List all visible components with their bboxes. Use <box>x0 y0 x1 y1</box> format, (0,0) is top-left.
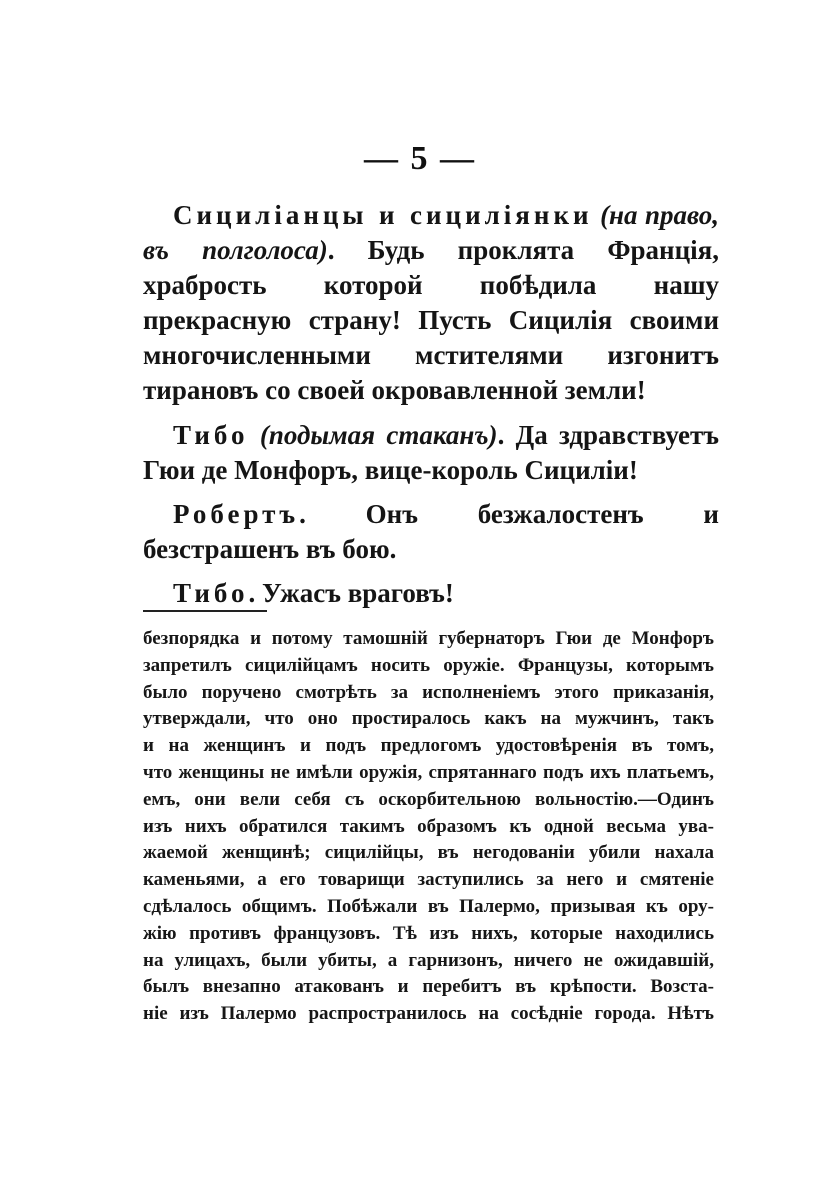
dialogue-text: . Ужасъ враговъ! <box>248 578 454 608</box>
speaker-name: Сициліанцы и сициліянки <box>173 200 593 230</box>
footnote-line: запретилъ сицилійцамъ носить оружіе. Французы, которымъ <box>143 654 714 676</box>
paragraph-4 <box>143 576 719 611</box>
footnote-line: изъ нихъ обратился такимъ образомъ къ одной весьма ува- <box>143 815 714 837</box>
play-text <box>143 198 719 620</box>
footnote-divider <box>143 610 267 612</box>
paragraph-1 <box>143 198 719 408</box>
footnote-line: на улицахъ, были убиты, а гарнизонъ, ничего не ожидавшій, <box>143 949 714 971</box>
speaker-name: Тибо <box>173 420 249 450</box>
footnote <box>143 626 714 1028</box>
dialogue-text: . Онъ безжалостенъ и безстрашенъ въ бою. <box>143 499 719 564</box>
footnote-line: каменьями, а его товарищи заступились за него и смятеніе <box>143 869 714 891</box>
stage-direction: (подымая стаканъ) <box>259 420 498 450</box>
page-number: — 5 — <box>364 140 476 177</box>
footnote-line: было поручено смотрѣть за исполненіемъ этого приказанія, <box>143 681 714 703</box>
stage-direction: (на право, въ полголоса) <box>143 200 719 265</box>
paragraph-2 <box>143 418 719 488</box>
paragraph-3 <box>143 497 719 567</box>
footnote-line: что женщины не имѣли оружія, спрятаннаго подъ ихъ платьемъ, <box>143 761 714 783</box>
footnote-line: сдѣлалось общимъ. Побѣжали въ Палермо, призывая къ ору- <box>143 895 714 917</box>
footnote-line: и на женщинъ и подъ предлогомъ удостовѣренія въ томъ, <box>143 735 714 757</box>
dialogue-text: . Будь проклята Францiя, храбрость которой побѣдила нашу прекрасную страну! Пусть Сицилія своими многочисленными мстителями изгонитъ тирановъ со своей окровавленной земли! <box>143 235 719 405</box>
speaker-name: Тибо <box>173 578 249 608</box>
footnote-line: былъ внезапно атакованъ и перебитъ въ крѣпости. Возста- <box>143 976 714 998</box>
footnote-line: утверждали, что оно простиралось какъ на мужчинъ, такъ <box>143 708 714 730</box>
footnote-line: жаемой женщинѣ; сицилійцы, въ негодованіи убили нахала <box>143 842 714 864</box>
footnote-line: емъ, они вели себя съ оскорбительною вольностію.—Одинъ <box>143 788 714 810</box>
footnote-line: ніе изъ Палермо распространилось на сосѣдніе города. Нѣтъ <box>143 1003 714 1025</box>
footnote-line: безпорядка и потому тамошній губернаторъ Гюи де Монфоръ <box>143 628 714 649</box>
speaker-name: Робертъ <box>173 499 300 529</box>
footnote-line: жію противъ французовъ. Тѣ изъ нихъ, которые находились <box>143 922 714 944</box>
dialogue-text: . Да здравствуетъ Гюи де Монфоръ, вице-король Сициліи! <box>143 420 720 485</box>
